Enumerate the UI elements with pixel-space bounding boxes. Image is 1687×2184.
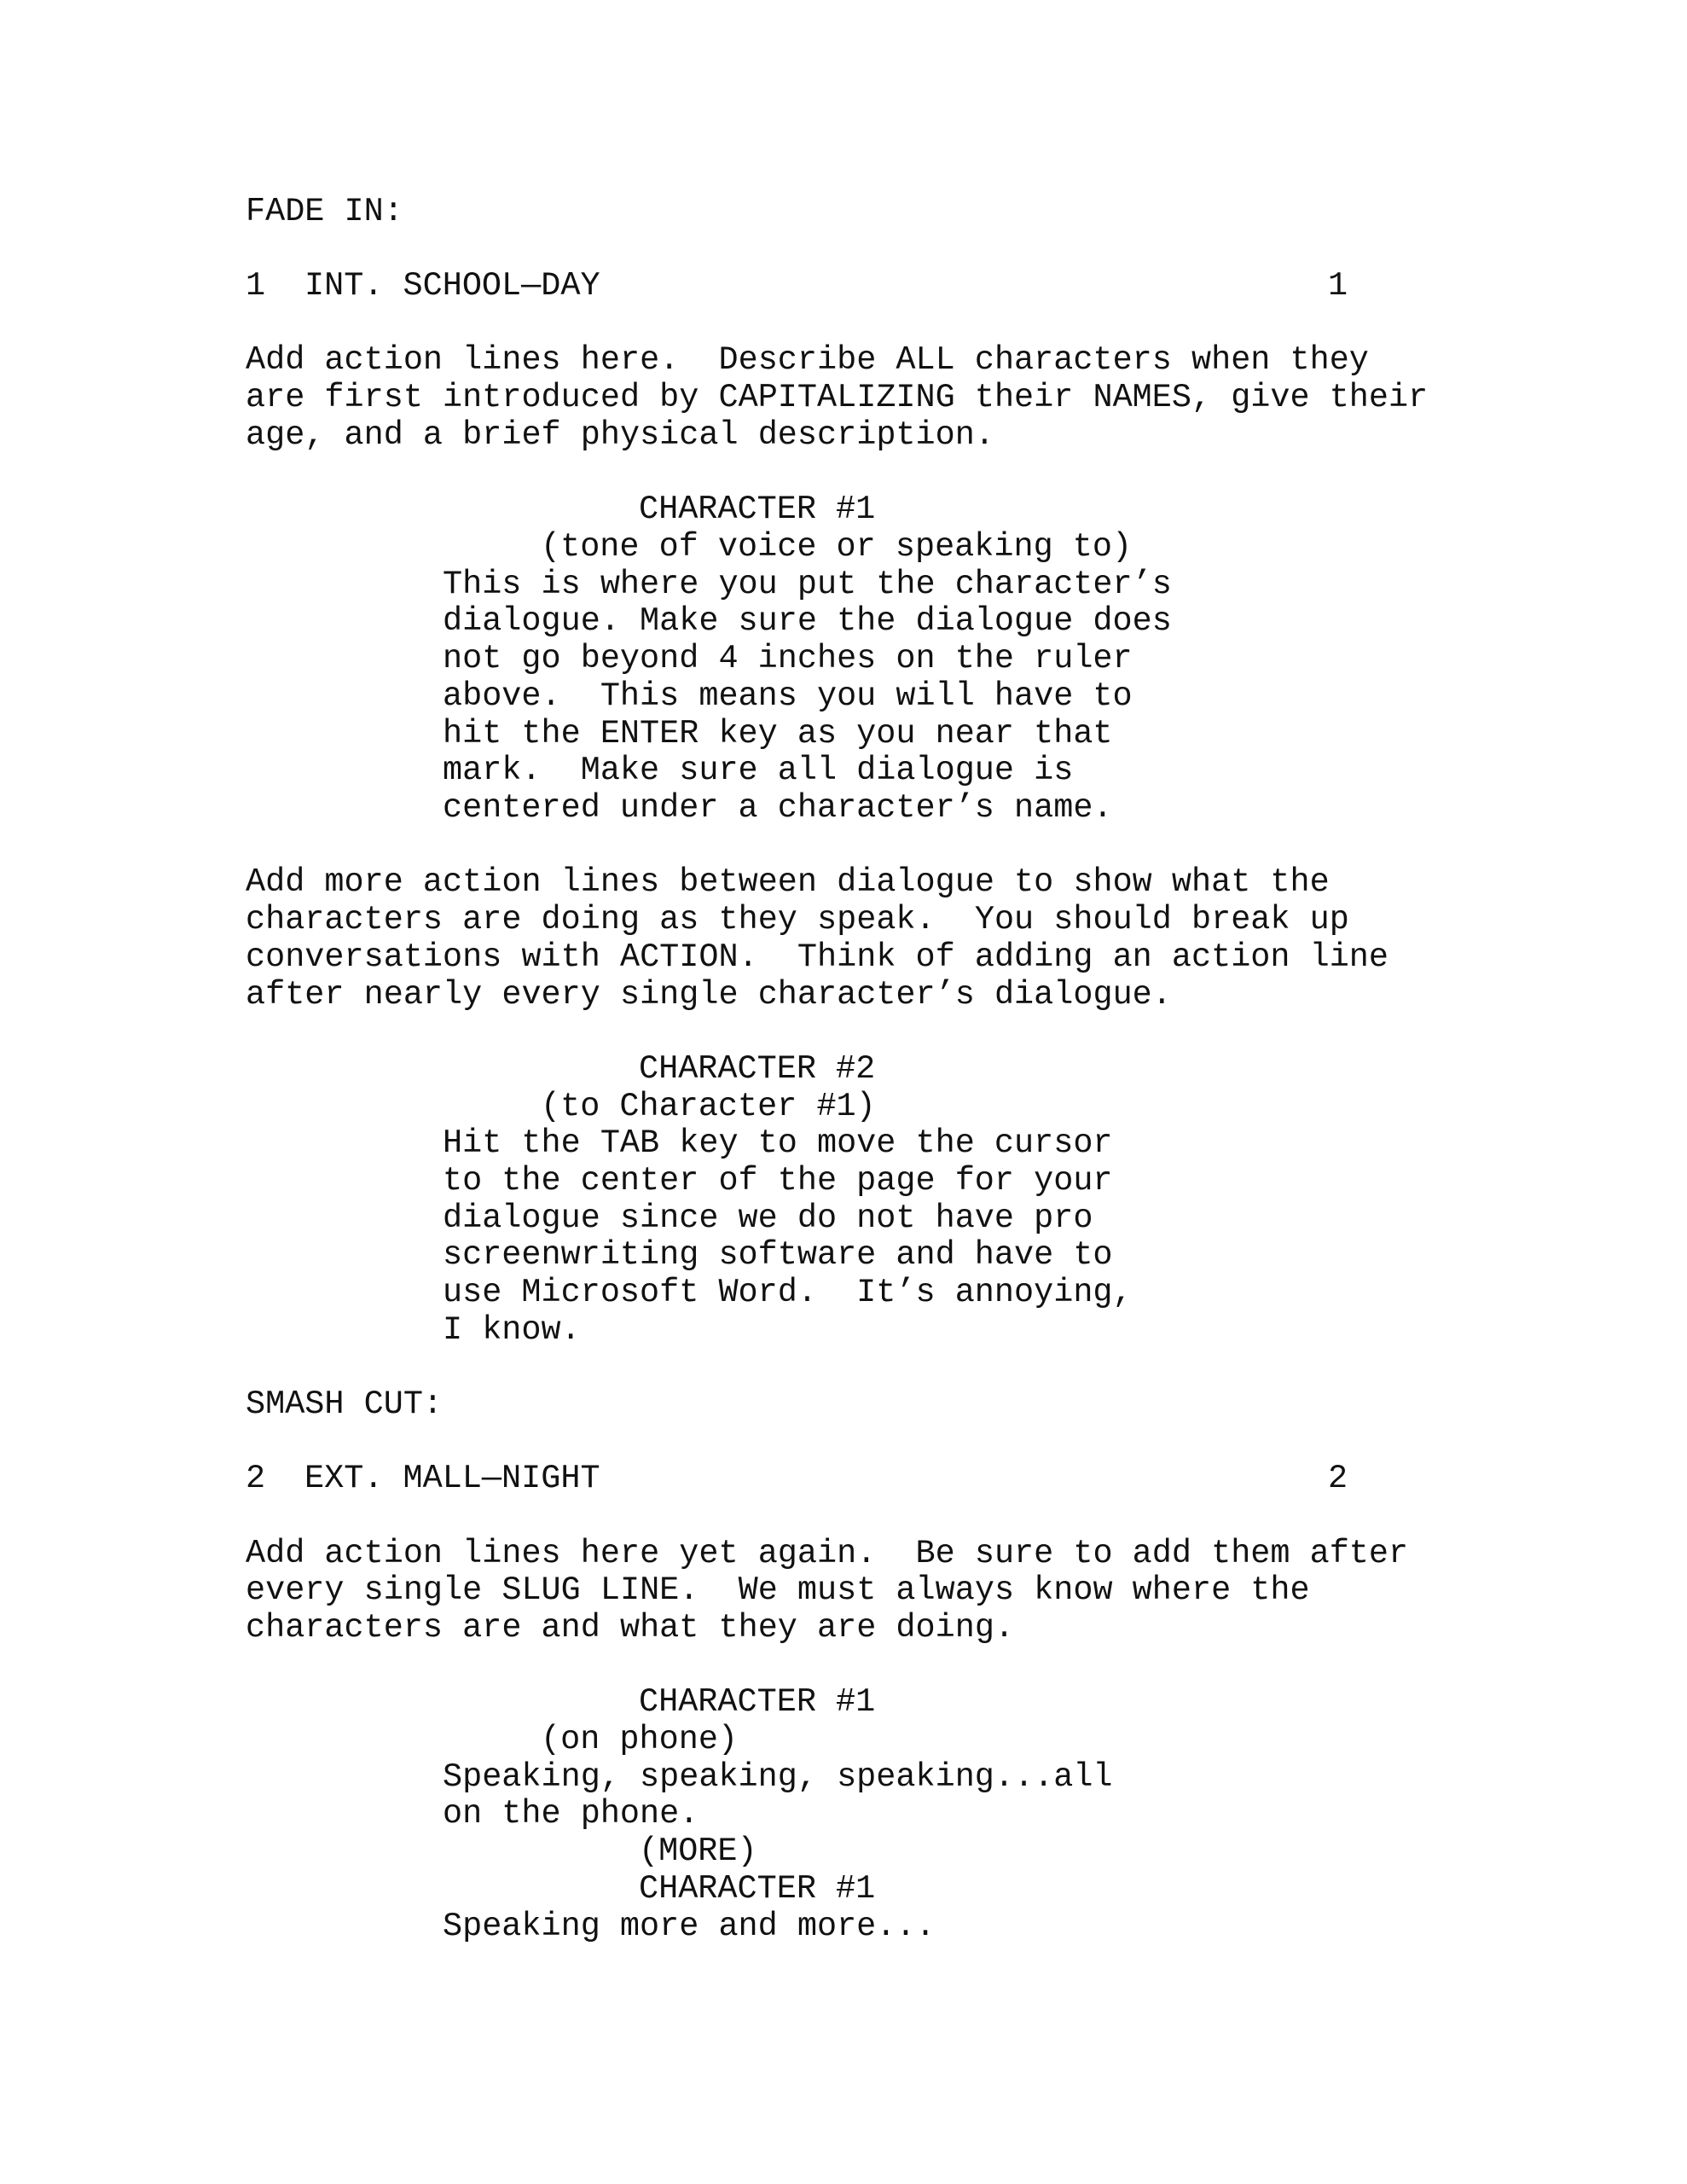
dialogue-line: centered under a character’s name. [443, 789, 1113, 827]
action-line: are first introduced by CAPITALIZING their NAMES, give their [246, 379, 1429, 416]
character-name: CHARACTER #2 [639, 1050, 876, 1088]
scene-number-right: 1 [1328, 267, 1348, 305]
dialogue-line: dialogue since we do not have pro [443, 1199, 1093, 1237]
scene-number-left: 2 [246, 1460, 266, 1497]
dialogue-line: hit the ENTER key as you near that [443, 715, 1113, 752]
dialogue-line: Speaking, speaking, speaking...all [443, 1758, 1113, 1796]
scene-number-left: 1 [246, 267, 266, 305]
action-line: age, and a brief physical description. [246, 416, 994, 454]
more-marker: (MORE) [639, 1833, 757, 1870]
action-line: Add more action lines between dialogue to show what the [246, 863, 1330, 901]
dialogue-line: on the phone. [443, 1795, 699, 1833]
transition-fade-in: FADE IN: [246, 193, 403, 230]
dialogue-line: to the center of the page for your [443, 1162, 1113, 1199]
scene-number-right: 2 [1328, 1460, 1348, 1497]
action-line: conversations with ACTION. Think of adding an action line [246, 938, 1389, 976]
parenthetical: (tone of voice or speaking to) [541, 528, 1133, 566]
dialogue-line: screenwriting software and have to [443, 1236, 1113, 1274]
dialogue-line: Hit the TAB key to move the cursor [443, 1124, 1113, 1162]
dialogue-line: dialogue. Make sure the dialogue does [443, 602, 1172, 640]
action-line: Add action lines here. Describe ALL characters when they [246, 341, 1369, 379]
character-name: CHARACTER #1 [639, 491, 876, 528]
action-line: Add action lines here yet again. Be sure to add them after [246, 1535, 1409, 1572]
action-line: every single SLUG LINE. We must always know where the [246, 1571, 1310, 1609]
parenthetical: (on phone) [541, 1721, 739, 1758]
slug-line: EXT. MALL—NIGHT [304, 1460, 600, 1497]
dialogue-line: This is where you put the character’s [443, 566, 1172, 603]
dialogue-line: not go beyond 4 inches on the ruler [443, 640, 1133, 677]
dialogue-line: Speaking more and more... [443, 1908, 936, 1945]
parenthetical: (to Character #1) [541, 1088, 876, 1125]
character-name: CHARACTER #1 [639, 1683, 876, 1721]
action-line: characters are and what they are doing. [246, 1609, 1015, 1647]
action-line: characters are doing as they speak. You should break up [246, 901, 1349, 938]
slug-line: INT. SCHOOL—DAY [304, 267, 600, 305]
dialogue-line: I know. [443, 1311, 581, 1349]
action-line: after nearly every single character’s dialogue. [246, 976, 1172, 1014]
transition-smash-cut: SMASH CUT: [246, 1385, 443, 1423]
dialogue-line: above. This means you will have to [443, 677, 1133, 715]
dialogue-line: use Microsoft Word. It’s annoying, [443, 1274, 1133, 1311]
dialogue-line: mark. Make sure all dialogue is [443, 752, 1074, 789]
character-name-continued: CHARACTER #1 [639, 1870, 876, 1908]
